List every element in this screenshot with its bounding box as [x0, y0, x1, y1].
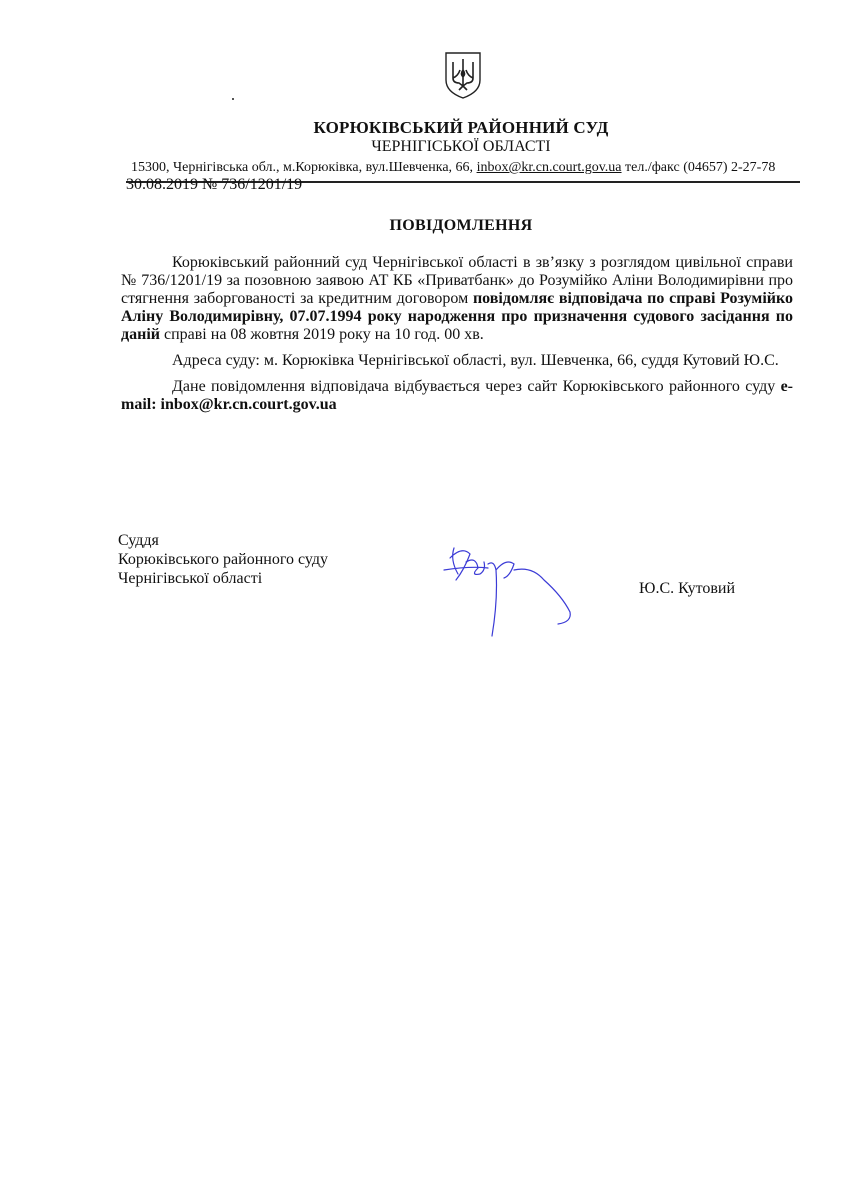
notice-paragraph-1 — [121, 254, 793, 344]
notice-paragraph-3 — [121, 378, 793, 414]
court-address-line — [131, 160, 801, 176]
notice-body — [121, 254, 793, 422]
court-address: 15300, Чернігівська обл., м.Корюківка, вул.Шевченка, 66, — [131, 160, 477, 175]
paragraph-3-email: e-mail: inbox@kr.cn.court.gov.ua — [121, 378, 793, 413]
paragraph-3-text: Дане повідомлення відповідача відбувається через сайт Корюківського районного суду — [172, 378, 781, 395]
judge-title-line-3: Чернігівської області — [118, 570, 263, 587]
court-name: КОРЮКІВСЬКИЙ РАЙОННИЙ СУД — [313, 118, 609, 137]
judge-name: Ю.С. Кутовий — [639, 580, 736, 597]
paragraph-1-text: Корюківський районний суд Чернігівської області в зв’язку з розглядом цивільної справи № 736/1201/19 за позовною заявою АТ КБ «Приватбанк» до Розумійко Аліни Володимирівни про стягнення заборгованості за кредитним договором — [121, 254, 793, 307]
handwritten-signature — [440, 540, 575, 645]
document-title: ПОВІДОМЛЕННЯ — [389, 217, 533, 234]
document-date-number: 30.08.2019 № 736/1201/19 — [126, 176, 303, 193]
court-region: ЧЕРНІГІСЬКОЇ ОБЛАСТІ — [371, 138, 551, 155]
notice-paragraph-2: Адреса суду: м. Корюківка Чернігівської області, вул. Шевченка, 66, суддя Кутовий Ю.С. — [172, 352, 779, 369]
paragraph-1-end: справі на 08 жовтня 2019 року на 10 год. 00 хв. — [159, 326, 484, 343]
judge-title-line-1: Суддя — [118, 532, 159, 549]
scan-speck — [232, 98, 234, 100]
paragraph-1-bold: повідомляє відповідача по справі Розумійко Аліну Володимирівну, 07.07.1994 року народження про призначення судового засідання по даній — [121, 290, 793, 343]
judge-title-block — [118, 531, 328, 588]
trident-coat-of-arms-icon — [443, 50, 483, 100]
judge-title-line-2: Корюківського районного суду — [118, 551, 329, 568]
court-email-link[interactable]: inbox@kr.cn.court.gov.ua — [476, 160, 622, 175]
court-phone: тел./факс (04657) 2-27-78 — [621, 160, 776, 175]
